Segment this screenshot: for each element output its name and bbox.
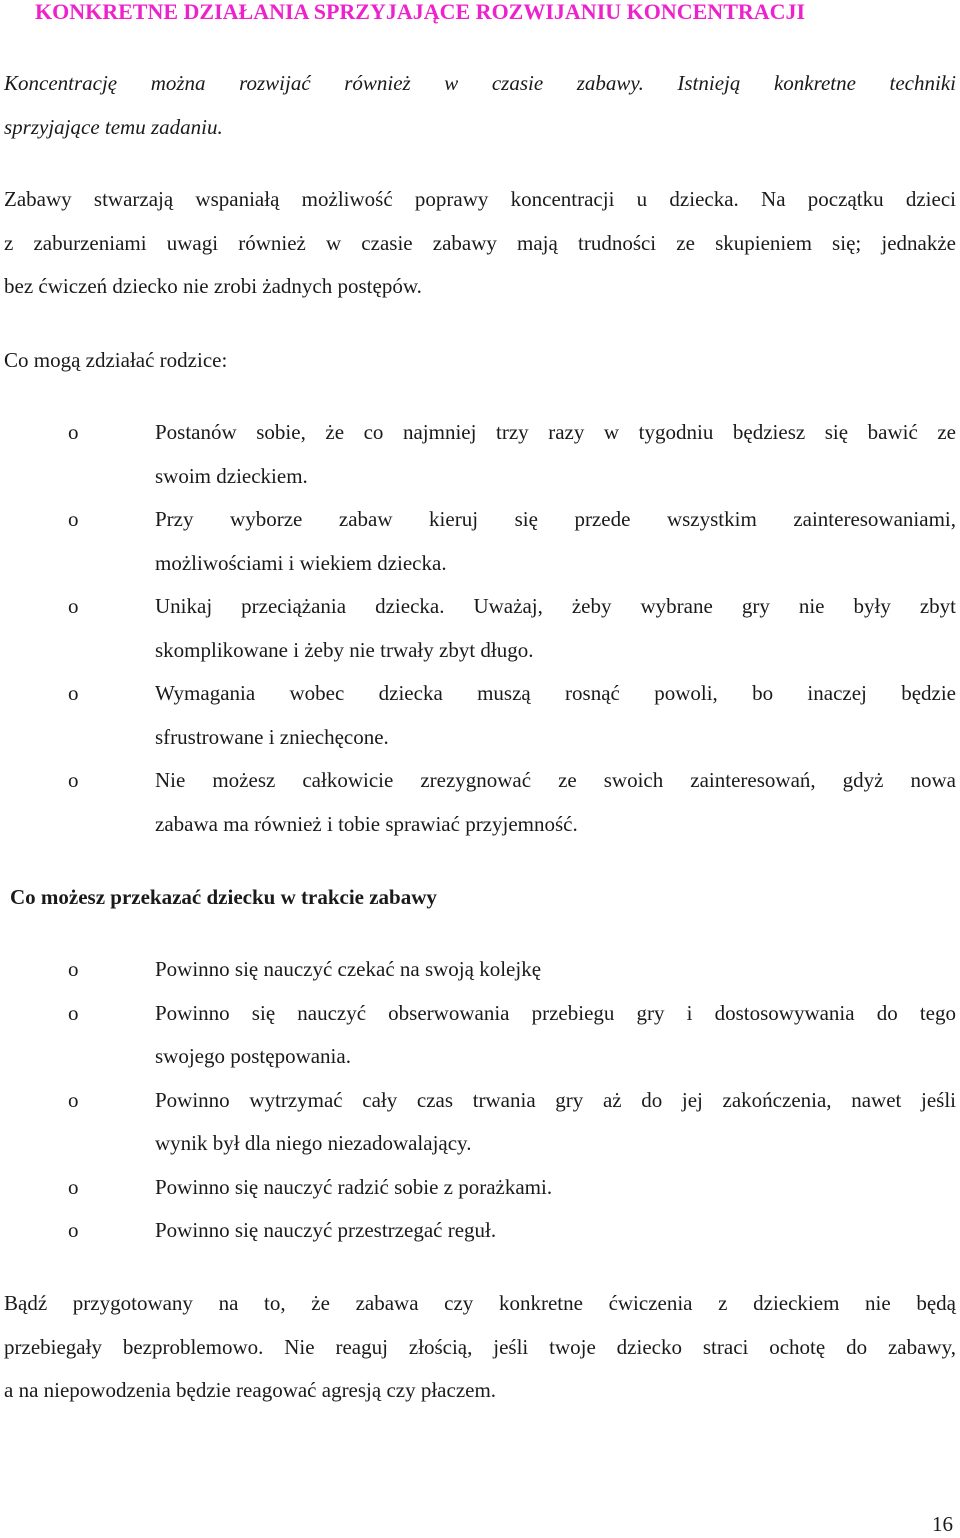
intro-line: Koncentrację można rozwijać również w czasie zabawy. Istnieją konkretne techniki [4, 71, 956, 95]
list-item-line: Unikaj przeciążania dziecka. Uważaj, żeby wybrane gry nie były zbyt [155, 594, 956, 618]
list-item [0, 759, 956, 846]
paragraph-line: Bądź przygotowany na to, że zabawa czy konkretne ćwiczenia z dzieckiem nie będą [4, 1291, 956, 1315]
section-subheading: Co możesz przekazać dziecku w trakcie zabawy [10, 885, 437, 909]
intro-line: sprzyjające temu zadaniu. [4, 114, 223, 139]
list-bullet: o [68, 1218, 79, 1242]
list-item-line: zabawa ma również i tobie sprawiać przyjemność. [155, 811, 578, 836]
child-list [0, 948, 960, 1253]
list-item-line: sfrustrowane i zniechęcone. [155, 724, 389, 749]
list-item-line: swoim dzieckiem. [155, 463, 308, 488]
list-bullet: o [68, 1087, 79, 1112]
page-heading: KONKRETNE DZIAŁANIA SPRZYJAJĄCE ROZWIJANIU KONCENTRACJI [35, 0, 806, 24]
list-bullet: o [68, 681, 79, 705]
paragraph-line: przebiegały bezproblemowo. Nie reaguj złością, jeśli twoje dziecko straci ochotę do zabawy, [4, 1334, 956, 1359]
list-item [0, 1209, 956, 1253]
list-item [0, 1166, 956, 1210]
parents-list [0, 411, 960, 846]
list-item [0, 498, 956, 585]
list-bullet: o [68, 420, 79, 444]
list-item-line: Przy wyborze zabaw kieruj się przede wszystkim zainteresowaniami, [155, 507, 956, 531]
list-bullet: o [68, 594, 79, 618]
list-item [0, 948, 956, 992]
paragraph-line: a na niepowodzenia będzie reagować agresją czy płaczem. [4, 1378, 497, 1402]
list-bullet: o [68, 768, 79, 792]
parents-label [4, 339, 956, 383]
list-item [0, 1079, 956, 1166]
intro-paragraph [4, 62, 956, 149]
list-item-line: Postanów sobie, że co najmniej trzy razy w tygodniu będziesz się bawić ze [155, 420, 956, 444]
paragraph-line: z zaburzeniami uwagi również w czasie zabawy mają trudności ze skupieniem się; jednakże [4, 230, 956, 255]
list-item-line: możliwościami i wiekiem dziecka. [155, 550, 447, 575]
list-item-line: Powinno wytrzymać cały czas trwania gry aż do jej zakończenia, nawet jeśli [155, 1087, 956, 1112]
list-item-line: wynik był dla niego niezadowalający. [155, 1131, 472, 1155]
list-item [0, 411, 956, 498]
parents-label-text: Co mogą zdziałać rodzice: [4, 348, 228, 372]
list-item-line: Powinno się nauczyć przestrzegać reguł. [155, 1218, 497, 1242]
list-item-line: Powinno się nauczyć czekać na swoją kolejkę [155, 957, 542, 981]
list-item-line: Wymagania wobec dziecka muszą rosnąć powoli, bo inaczej będzie [155, 681, 956, 705]
closing-paragraph [4, 1282, 956, 1413]
list-item-line: Powinno się nauczyć radzić sobie z porażkami. [155, 1174, 553, 1199]
list-item-line: swojego postępowania. [155, 1044, 351, 1068]
paragraph-line: Zabawy stwarzają wspaniałą możliwość poprawy koncentracji u dziecka. Na początku dzieci [4, 187, 956, 211]
paragraph-line: bez ćwiczeń dziecko nie zrobi żadnych postępów. [4, 274, 422, 298]
list-item [0, 672, 956, 759]
list-item-line: Powinno się nauczyć obserwowania przebiegu gry i dostosowywania do tego [155, 1000, 956, 1025]
body-paragraph-1 [4, 178, 956, 309]
list-bullet: o [68, 957, 79, 981]
list-item [0, 585, 956, 672]
list-bullet: o [68, 507, 79, 531]
list-bullet: o [68, 1000, 79, 1025]
list-bullet: o [68, 1174, 79, 1199]
list-item-line: Nie możesz całkowicie zrezygnować ze swoich zainteresowań, gdyż nowa [155, 768, 956, 792]
list-item [0, 992, 956, 1079]
list-item-line: skomplikowane i żeby nie trwały zbyt długo. [155, 637, 534, 662]
page-number: 16 [932, 1512, 953, 1536]
